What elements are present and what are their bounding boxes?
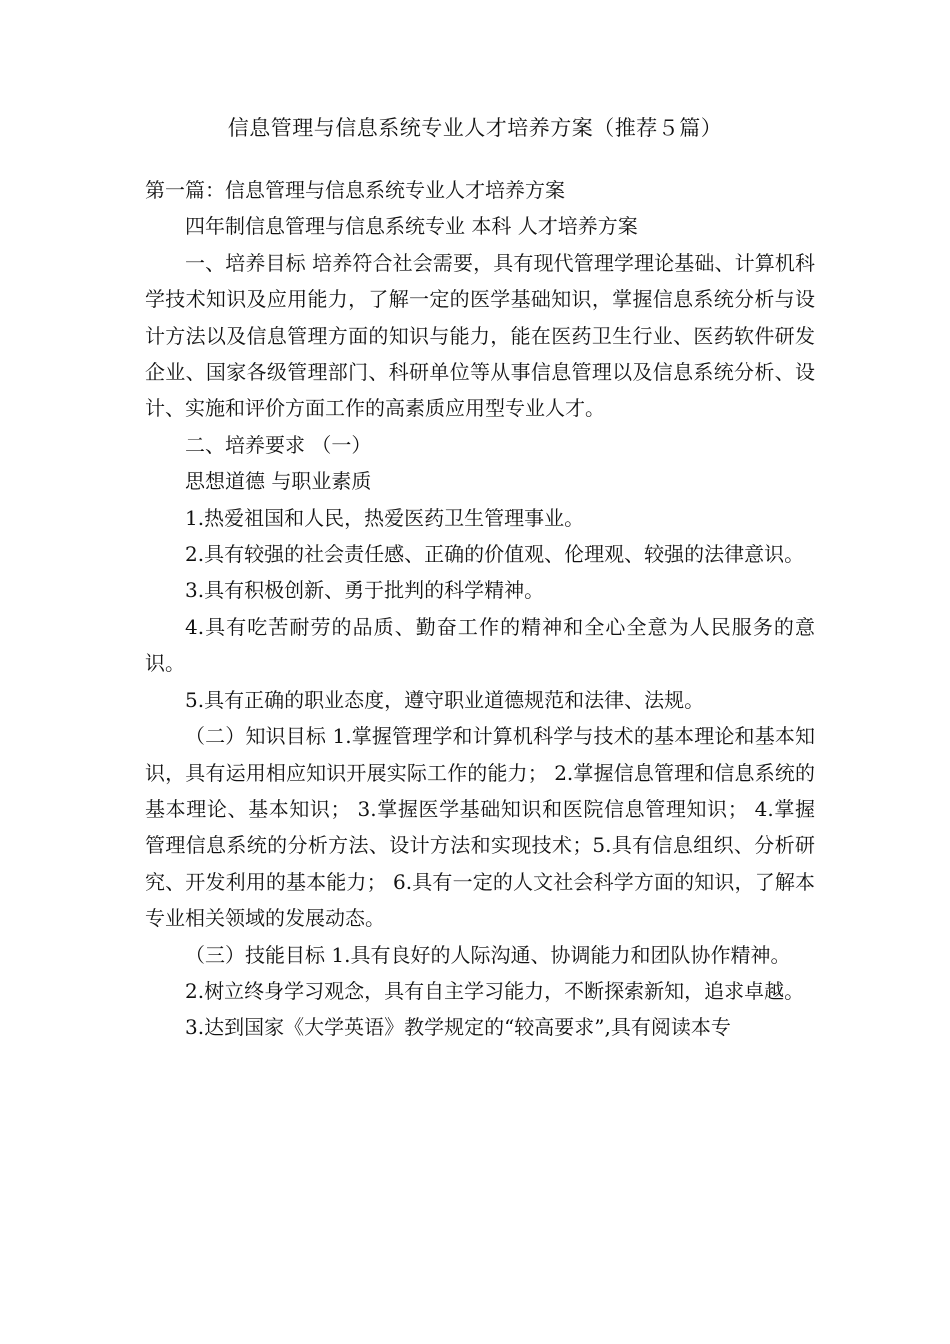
body-paragraph: （二）知识目标 1.掌握管理学和计算机科学与技术的基本理论和基本知识，具有运用相应知识开展实际工作的能力； 2.掌握信息管理和信息系统的基本理论、基本知识； 3.掌握医学基础知识和医院信息管理知识； 4.掌握管理信息系统的分析方法、设计方法和实现技术；5.具有信息组织、分析研究、开发利用的基本能力； 6.具有一定的人文社会科学方面的知识，了解本专业相关领域的发展动态。	[145, 724, 815, 931]
body-paragraph: 一、培养目标 培养符合社会需要，具有现代管理学理论基础、计算机科学技术知识及应用能力，了解一定的医学基础知识，掌握信息系统分析与设计方法以及信息管理方面的知识与能力，能在医药卫生行业、医药软件研发企业、国家各级管理部门、科研单位等从事信息管理以及信息系统分析、设计、实施和评价方面工作的高素质应用型专业人才。	[145, 250, 815, 421]
document-body	[145, 172, 815, 1046]
body-paragraph: 5.具有正确的职业态度，遵守职业道德规范和法律、法规。	[185, 687, 705, 712]
body-paragraph: 第一篇：信息管理与信息系统专业人才培养方案	[145, 178, 565, 202]
body-paragraph: 四年制信息管理与信息系统专业 本科 人才培养方案	[185, 214, 638, 239]
body-paragraph: 2.树立终身学习观念，具有自主学习能力，不断探索新知，追求卓越。	[185, 978, 805, 1003]
document-title: 信息管理与信息系统专业人才培养方案（推荐５篇）	[227, 116, 723, 140]
body-paragraph: （三）技能目标 1.具有良好的人际沟通、协调能力和团队协作精神。	[185, 942, 791, 967]
body-paragraph: 4.具有吃苦耐劳的品质、勤奋工作的精神和全心全意为人民服务的意识。	[145, 614, 815, 676]
body-paragraph: 3.具有积极创新、勇于批判的科学精神。	[185, 578, 545, 603]
body-paragraph: 二、培养要求 （一）	[185, 432, 372, 457]
body-paragraph: 2.具有较强的社会责任感、正确的价值观、伦理观、较强的法律意识。	[185, 542, 805, 567]
body-paragraph: 思想道德 与职业素质	[185, 469, 372, 494]
body-paragraph: 3.达到国家《大学英语》教学规定的“较高要求”,具有阅读本专	[185, 1015, 731, 1040]
body-paragraph: 1.热爱祖国和人民，热爱医药卫生管理事业。	[185, 505, 585, 530]
